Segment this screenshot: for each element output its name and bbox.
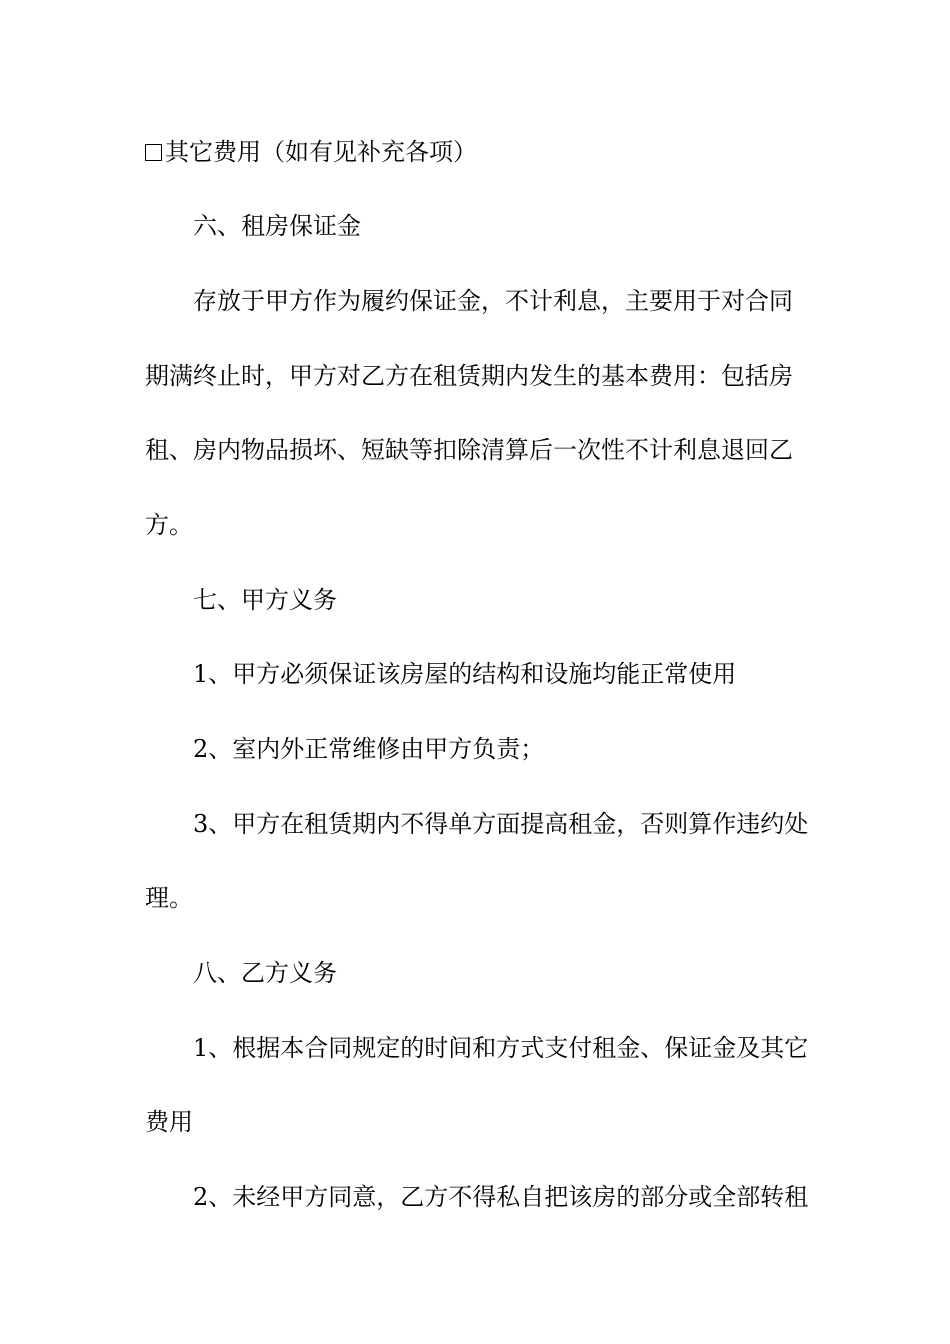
other-fees-text: 其它费用（如有见补充各项） xyxy=(165,138,477,166)
party-a-item-3-line-2: 理。 xyxy=(145,884,193,912)
section-6-heading: 六、租房保证金 xyxy=(193,212,361,240)
deposit-para-line-2: 期满终止时，甲方对乙方在租赁期内发生的基本费用：包括房 xyxy=(145,362,793,390)
party-a-item-2: 2、室内外正常维修由甲方负责； xyxy=(193,735,545,763)
party-b-item-2-line-1: 2、未经甲方同意，乙方不得私自把该房的部分或全部转租 xyxy=(193,1183,809,1211)
party-b-item-1-line-2: 费用 xyxy=(145,1108,193,1136)
deposit-para-line-1: 存放于甲方作为履约保证金，不计利息，主要用于对合同 xyxy=(193,287,793,315)
deposit-para-line-3: 租、房内物品损坏、短缺等扣除清算后一次性不计利息退回乙 xyxy=(145,436,793,464)
other-fees-line xyxy=(145,137,810,167)
checkbox-icon[interactable] xyxy=(145,144,162,161)
party-a-item-3-line-1: 3、甲方在租赁期内不得单方面提高租金，否则算作违约处 xyxy=(193,810,809,838)
section-8-heading: 八、乙方义务 xyxy=(193,959,337,987)
party-b-item-1-line-1: 1、根据本合同规定的时间和方式支付租金、保证金及其它 xyxy=(193,1034,809,1062)
party-a-item-1: 1、甲方必须保证该房屋的结构和设施均能正常使用 xyxy=(193,660,737,688)
section-7-heading: 七、甲方义务 xyxy=(193,586,337,614)
deposit-para-line-4: 方。 xyxy=(145,511,193,539)
